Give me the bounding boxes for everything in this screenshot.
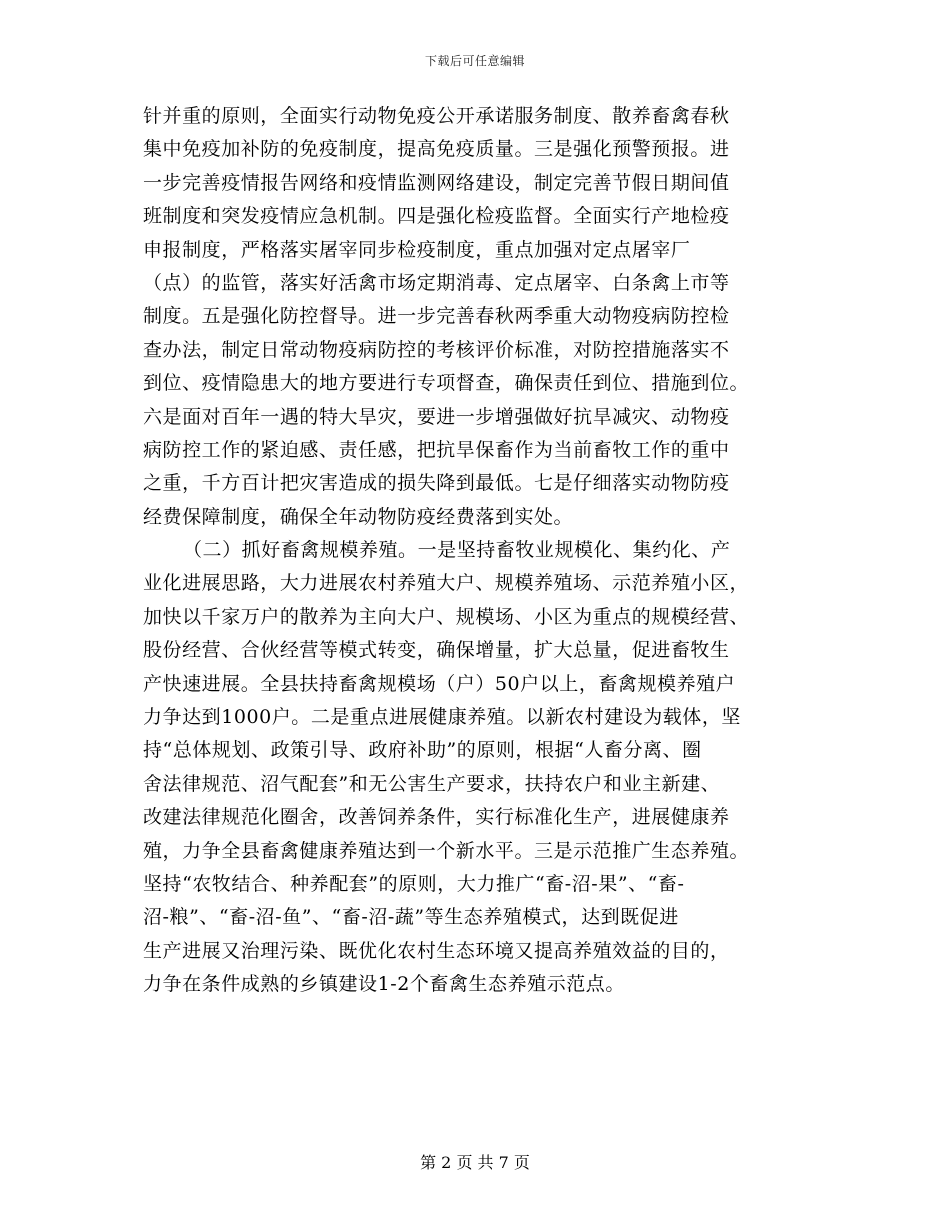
text-line: 经费保障制度，确保全年动物防疫经费落到实处。 xyxy=(143,505,574,528)
text-line: 持“总体规划、政策引导、政府补助”的原则，根据“人畜分离、圈 xyxy=(143,739,702,762)
page-header-note: 下载后可任意编辑 xyxy=(424,54,525,68)
text-line: 病防控工作的紧迫感、责任感，把抗旱保畜作为当前畜牧工作的重中 xyxy=(143,438,730,461)
text-line: 申报制度，严格落实屠宰同步检疫制度，重点加强对定点屠宰厂 xyxy=(143,238,691,261)
paragraph-start-line: （二）抓好畜禽规模养殖。一是坚持畜牧业规模化、集约化、产 xyxy=(183,539,731,562)
text-line: 舍法律规范、沼气配套”和无公害生产要求，扶持农户和业主新建、 xyxy=(143,772,721,795)
text-line: 班制度和突发疫情应急机制。四是强化检疫监督。全面实行产地检疫 xyxy=(143,205,730,228)
text-line: 查办法，制定日常动物疫病防控的考核评价标准，对防控措施落实不 xyxy=(143,338,730,361)
text-line: 殖，力争全县畜禽健康养殖达到一个新水平。三是示范推广生态养殖。 xyxy=(143,839,750,862)
document-body xyxy=(143,100,807,1002)
text-line: 股份经营、合伙经营等模式转变，确保增量，扩大总量，促进畜牧生 xyxy=(143,639,730,662)
text-line: 改建法律规范化圈舍，改善饲养条件，实行标准化生产，进展健康养 xyxy=(143,806,730,829)
text-line: （点）的监管，落实好活禽市场定期消毒、定点屠宰、白条禽上市等 xyxy=(143,271,730,294)
text-line: 坚持“农牧结合、种养配套”的原则，大力推广“畜-沼-果”、“畜- xyxy=(143,872,685,895)
text-line: 制度。五是强化防控督导。进一步完善春秋两季重大动物疫病防控检 xyxy=(143,305,730,328)
text-line: 业化进展思路，大力进展农村养殖大户、规模养殖场、示范养殖小区， xyxy=(143,572,750,595)
text-line: 力争达到1000户。二是重点进展健康养殖。以新农村建设为载体，坚 xyxy=(143,706,741,729)
text-line: 集中免疫加补防的免疫制度，提高免疫质量。三是强化预警预报。进 xyxy=(143,138,730,161)
text-line: 生产进展又治理污染、既优化农村生态环境又提高养殖效益的目的， xyxy=(143,939,730,962)
page-number-footer: 第 2 页 共 7 页 xyxy=(420,1153,530,1172)
text-line: 针并重的原则，全面实行动物免疫公开承诺服务制度、散养畜禽春秋 xyxy=(143,105,730,127)
text-line: 沼-粮”、“畜-沼-鱼”、“畜-沼-蔬”等生态养殖模式，达到既促进 xyxy=(143,906,679,929)
text-line: 力争在条件成熟的乡镇建设1-2个畜禽生态养殖示范点。 xyxy=(143,973,625,996)
text-line: 一步完善疫情报告网络和疫情监测网络建设，制定完善节假日期间值 xyxy=(143,171,730,194)
text-line: 之重，千方百计把灾害造成的损失降到最低。七是仔细落实动物防疫 xyxy=(143,472,730,495)
text-line: 六是面对百年一遇的特大旱灾，要进一步增强做好抗旱减灾、动物疫 xyxy=(143,405,730,428)
text-line: 产快速进展。全县扶持畜禽规模场（户）50户以上，畜禽规模养殖户 xyxy=(143,672,736,695)
text-line: 加快以千家万户的散养为主向大户、规模场、小区为重点的规模经营、 xyxy=(143,605,750,628)
text-line: 到位、疫情隐患大的地方要进行专项督查，确保责任到位、措施到位。 xyxy=(143,372,750,395)
